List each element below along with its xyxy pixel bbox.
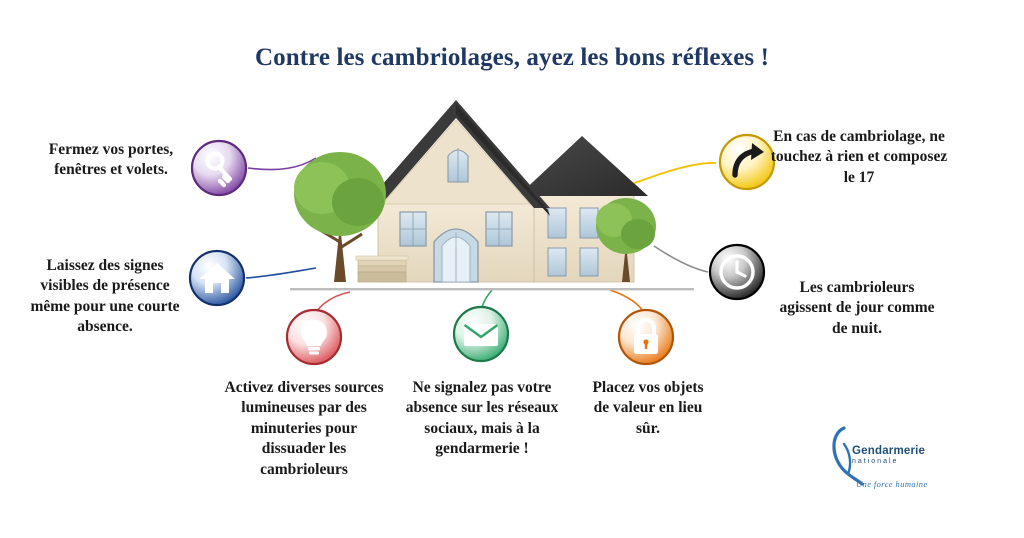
page-title: Contre les cambriolages, ayez les bons réflexes !: [254, 44, 770, 71]
caption-timed-lighting: Activez diverses sources lumineuses par des minuteries pour dissuader les cambrioleurs: [224, 379, 384, 478]
padlock-icon: [617, 308, 675, 366]
caption-call-17: En cas de cambriolage, ne touchez à rien et composez le 17: [770, 128, 948, 186]
house-illustration: [282, 92, 702, 302]
caption-signs-of-presence: Laissez des signes visibles de présence même pour une courte absence.: [30, 257, 180, 336]
logo-line1: Gendarmerie: [852, 445, 926, 457]
logo-slogan: Une force humaine: [856, 479, 928, 489]
lightbulb-icon: [285, 308, 343, 366]
key-icon: [190, 139, 248, 197]
logo-line2: nationale: [852, 457, 899, 465]
envelope-icon: [452, 305, 510, 363]
caption-social-networks: Ne signalez pas votre absence sur les réseaux sociaux, mais à la gendarmerie !: [405, 379, 559, 458]
caption-valuables-safe: Placez vos objets de valeur en lieu sûr.: [592, 379, 704, 437]
home-icon: [188, 249, 246, 307]
caption-doors-windows-shutters: Fermez vos portes, fenêtres et volets.: [48, 141, 174, 179]
clock-icon: [708, 243, 766, 301]
logo-wordmark: [852, 446, 925, 465]
caption-day-and-night: Les cambrioleurs agissent de jour comme de nuit.: [779, 279, 935, 337]
